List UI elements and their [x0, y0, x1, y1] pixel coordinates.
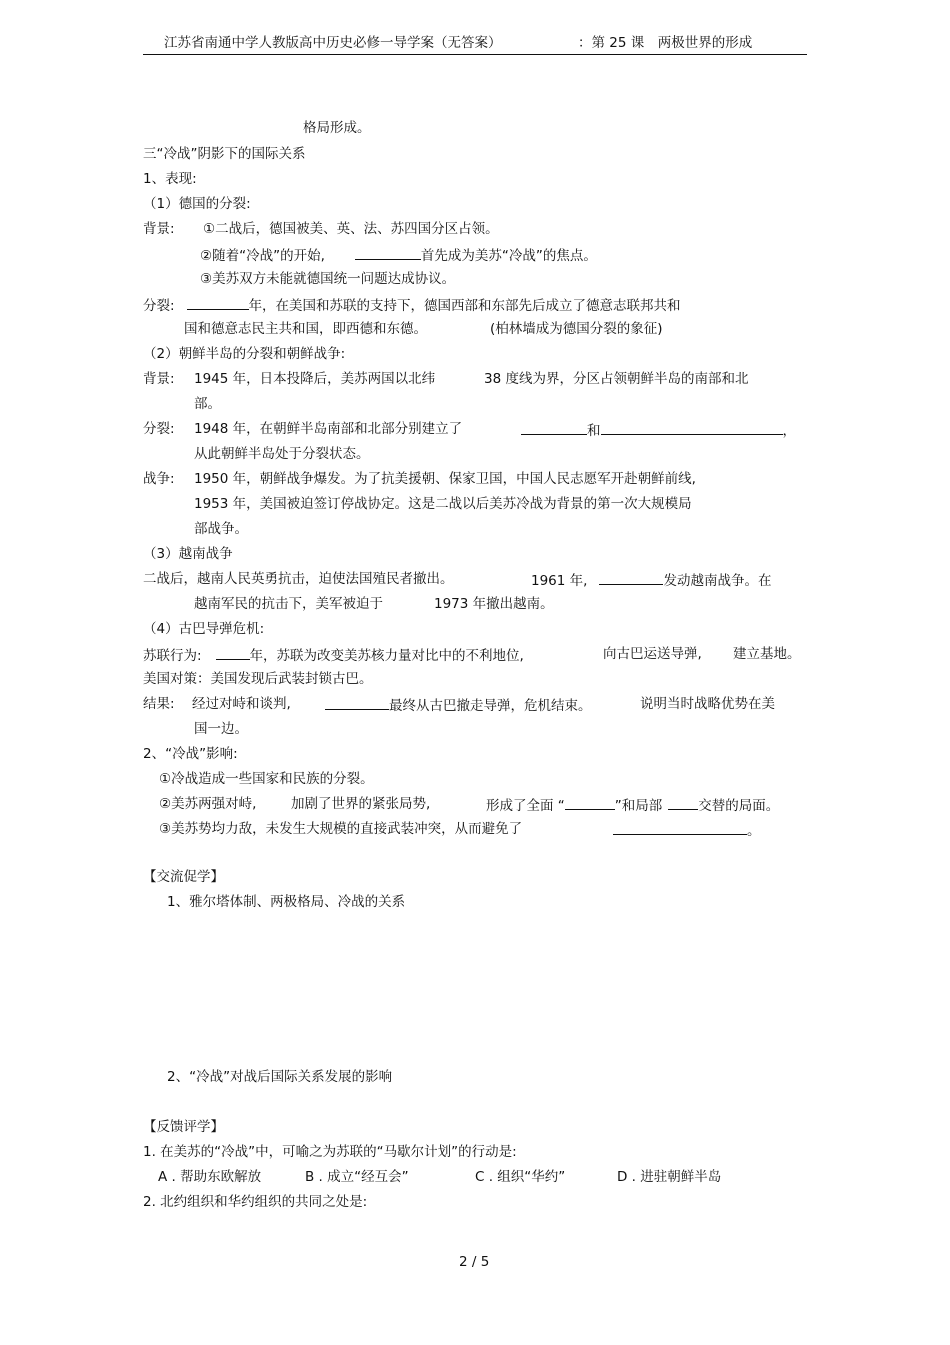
fill-blank [601, 420, 783, 435]
section-heading: 三“冷战”阴影下的国际关系 [143, 146, 306, 162]
text-segment: ， [782, 423, 796, 439]
subsection-heading: 1、表现: [143, 171, 197, 187]
text-line: 说明当时战略优势在美 [640, 696, 775, 712]
header-lesson: ：第 25 课 两极世界的形成 [578, 35, 753, 51]
text-line: 部。 [194, 396, 221, 412]
text-line: 美国对策：美国发现后武装封锁古巴。 [143, 671, 373, 687]
text-line [325, 695, 592, 715]
text-line [613, 820, 761, 840]
text-segment: 发动越南战争。在 [663, 573, 772, 589]
fill-blank [216, 645, 250, 660]
text-line: ②美苏两强对峙, [159, 796, 257, 812]
fill-blank [599, 570, 663, 585]
topic-heading: （1）德国的分裂: [143, 196, 251, 212]
text-line [143, 295, 681, 315]
text-line: 二战后，越南人民英勇抗击，迫使法国殖民者撤出。 [143, 571, 454, 587]
text-segment: 最终从古巴撤走导弹，危机结束。 [389, 698, 592, 714]
text-line: 1945 年，日本投降后，美苏两国以北纬 [194, 371, 436, 387]
question-text: 1. 在美苏的“冷战”中，可喻之为苏联的“马歇尔计划”的行动是: [143, 1144, 517, 1160]
text-line: 经过对峙和谈判, [192, 696, 291, 712]
question-text: 1、雅尔塔体制、两极格局、冷战的关系 [167, 894, 406, 910]
topic-heading: （3）越南战争 [143, 546, 233, 562]
text-line: (柏林墙成为德国分裂的象征) [490, 321, 663, 337]
text-line: 加剧了世界的紧张局势, [291, 796, 431, 812]
text-segment: 1961 年, [531, 573, 588, 589]
text-segment: ②随着“冷战”的开始, [200, 248, 325, 264]
text-line: ①二战后，德国被美、英、法、苏四国分区占领。 [203, 221, 499, 237]
label: 苏联行为: [143, 648, 202, 664]
topic-heading: （4）古巴导弹危机: [143, 621, 265, 637]
label: 分裂: [143, 298, 175, 314]
text-line: 1953 年，美国被迫签订停战协定。这是二战以后美苏冷战为背景的第一次大规模局 [194, 496, 692, 512]
answer-option: D . 进驻朝鲜半岛 [617, 1169, 722, 1185]
text-line: 38 度线为界，分区占领朝鲜半岛的南部和北 [484, 371, 749, 387]
text-segment: 形成了全面 “ [486, 798, 565, 814]
text-segment: 首先成为美苏“冷战”的焦点。 [420, 248, 597, 264]
answer-option: C . 组织“华约” [475, 1169, 566, 1185]
subsection-heading: 2、“冷战”影响: [143, 746, 238, 762]
text-segment: ”和局部 [614, 798, 663, 814]
fill-blank [565, 795, 615, 810]
label: 分裂: [143, 421, 175, 437]
question-text: 2. 北约组织和华约组织的共同之处是: [143, 1194, 368, 1210]
question-text: 2、“冷战”对战后国际关系发展的影响 [167, 1069, 393, 1085]
text-line: 建立基地。 [733, 646, 801, 662]
section-heading: 【交流促学】 [143, 869, 224, 885]
answer-option: B . 成立“经互会” [305, 1169, 409, 1185]
text-line: 格局形成。 [303, 120, 371, 136]
label: 背景: [143, 371, 175, 387]
fill-blank [355, 245, 421, 260]
page-number: 2 / 5 [459, 1254, 490, 1270]
text-line: 部战争。 [194, 521, 248, 537]
text-line [143, 645, 524, 665]
text-line: ③美苏势均力敌，未发生大规模的直接武装冲突，从而避免了 [159, 821, 523, 837]
text-line: 从此朝鲜半岛处于分裂状态。 [194, 446, 370, 462]
text-line [200, 245, 597, 265]
text-line: 国一边。 [194, 721, 248, 737]
header-title: 江苏省南通中学人教版高中历史必修一导学案（无答案） [164, 35, 502, 51]
label: 战争: [143, 471, 175, 487]
text-segment: 和 [587, 423, 601, 439]
text-segment: 。 [747, 823, 761, 839]
fill-blank [613, 820, 747, 835]
text-line: 越南军民的抗击下，美军被迫于 [194, 596, 383, 612]
text-line [521, 420, 796, 440]
text-segment: 年，苏联为改变美苏核力量对比中的不利地位, [249, 648, 524, 664]
label: 结果: [143, 696, 175, 712]
text-line: 向古巴运送导弹, [603, 646, 702, 662]
text-segment: 年，在美国和苏联的支持下，德国西部和东部先后成立了德意志联邦共和 [248, 298, 681, 314]
text-line [486, 795, 779, 815]
header-rule [143, 54, 807, 55]
text-segment: 交替的局面。 [698, 798, 780, 814]
label: 背景: [143, 221, 175, 237]
fill-blank [521, 420, 587, 435]
text-line: 国和德意志民主共和国，即西德和东德。 [184, 321, 427, 337]
text-line: 1948 年，在朝鲜半岛南部和北部分别建立了 [194, 421, 463, 437]
text-line: ③美苏双方未能就德国统一问题达成协议。 [200, 271, 456, 287]
text-line: 1950 年，朝鲜战争爆发。为了抗美援朝、保家卫国，中国人民志愿军开赴朝鲜前线, [194, 471, 696, 487]
text-line: ①冷战造成一些国家和民族的分裂。 [159, 771, 374, 787]
section-heading: 【反馈评学】 [143, 1119, 224, 1135]
answer-option: A . 帮助东欧解放 [158, 1169, 262, 1185]
topic-heading: （2）朝鲜半岛的分裂和朝鲜战争: [143, 346, 346, 362]
text-line [531, 570, 771, 590]
fill-blank [187, 295, 249, 310]
fill-blank [325, 695, 389, 710]
fill-blank [668, 795, 698, 810]
text-line: 1973 年撤出越南。 [434, 596, 554, 612]
